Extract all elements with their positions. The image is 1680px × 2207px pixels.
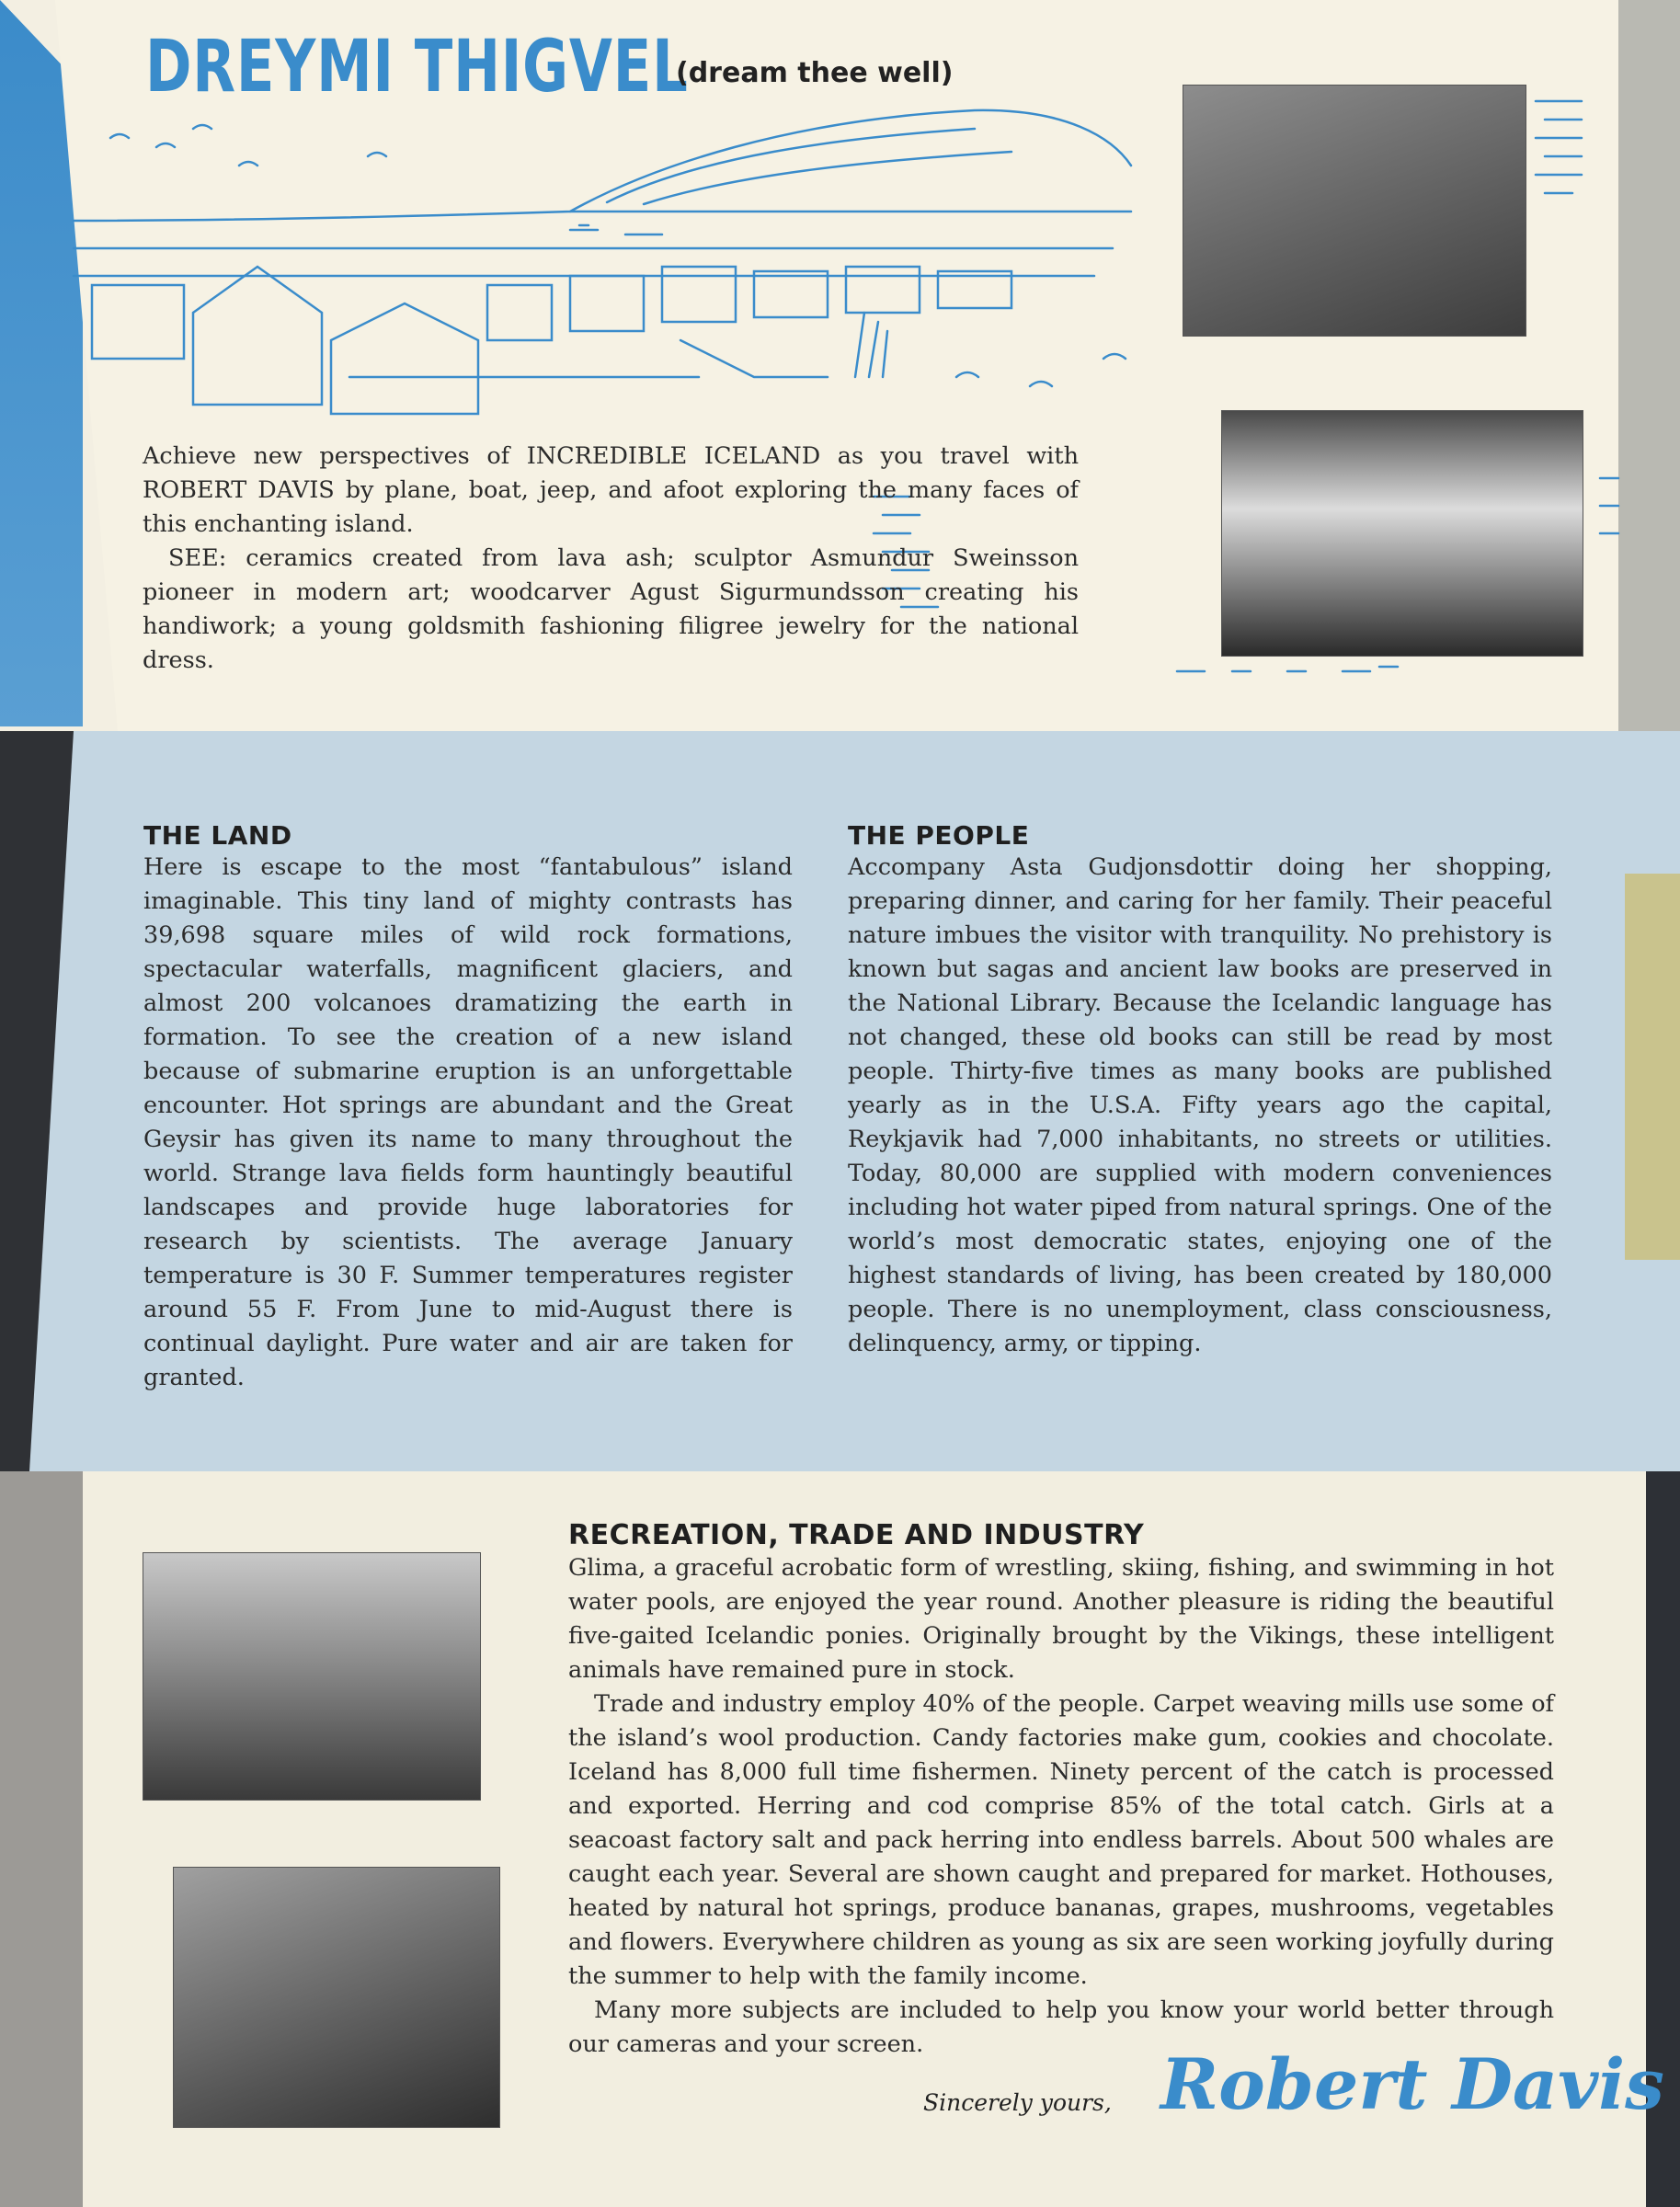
page-title: DREYMI THIGVEL	[145, 26, 689, 109]
closing-salutation: Sincerely yours,	[923, 2089, 1112, 2116]
people-heading: THE PEOPLE	[848, 820, 1030, 851]
page-subtitle: (dream thee well)	[676, 57, 954, 89]
recreation-heading: RECREATION, TRADE AND INDUSTRY	[568, 1519, 1145, 1551]
photo-herring-factory	[173, 1867, 500, 2128]
signature: Robert Davis	[1160, 2043, 1664, 2125]
recreation-paragraph-3: Many more subjects are included to help you know your world better through our cameras and your screen.	[568, 1996, 1554, 2058]
land-heading: THE LAND	[143, 820, 292, 851]
middle-right-strip	[1625, 874, 1680, 1260]
recreation-section	[568, 1519, 1554, 2062]
land-text: Here is escape to the most “fantabulous” island imaginable. This tiny land of mighty contrasts has 39,698 square miles of wild rock formations, spectacular waterfalls, magnificent glaciers, and almost 200 volcanoes dramatizing the earth in formation. To see the creation of a new island because of submarine eruption is an unforgettable encounter. Hot springs are abundant and the Great Geysir has given its name to many throughout the world. Strange lava fields form hauntingly beautiful landscapes and provide huge laboratories for research by scientists. The average January temperature is 30 F. Summer temperatures register around 55 F. From June to mid-August there is continual daylight. Pure water and air are taken for granted.	[143, 853, 793, 1391]
recreation-paragraph-1: Glima, a graceful acrobatic form of wrestling, skiing, fishing, and swimming in hot water pools, are enjoyed the year round. Another pleasure is riding the beautiful five-gaited Icelandic ponies. Originally brought by the Vikings, these intelligent animals have remained pure in stock.	[568, 1554, 1554, 1684]
recreation-paragraph-2: Trade and industry employ 40% of the people. Carpet weaving mills use some of the island’s wool production. Candy factories make gum, cookies and chocolate. Iceland has 8,000 full time fishermen. Ninety percent of the catch is processed and exported. Herring and cod comprise 85% of the total catch. Girls at a seacoast factory salt and pack herring into endless barrels. About 500 whales are caught each year. Several are shown caught and prepared for market. Hothouses, heated by natural hot springs, produce bananas, grapes, mushrooms, vegetables and flowers. Everywhere children as young as six are seen working joyfully during the summer to help with the family income.	[568, 1690, 1554, 1990]
land-section	[143, 820, 793, 1395]
intro-paragraph-2: SEE: ceramics created from lava ash; sculptor Asmundur Sweinsson pioneer in modern art; woodcarver Agust Sigurmundsson creating his handiwork; a young goldsmith fashioning filigree jewelry for the national dress.	[143, 544, 1079, 674]
people-section	[848, 820, 1552, 1361]
photo-lakeshore	[143, 1552, 481, 1801]
people-text: Accompany Asta Gudjonsdottir doing her shopping, preparing dinner, and caring for her family. Their peaceful nature imbues the visitor with tranquility. No prehistory is known but sagas and ancient law books are preserved in the National Library. Because the Icelandic language has not changed, these old books can still be read by most people. Thirty-five times as many books are published yearly as in the U.S.A. Fifty years ago the capital, Reykjavik had 7,000 inhabitants, no streets or utilities. Today, 80,000 are supplied with modern conveniences including hot water piped from natural springs. One of the world’s most democratic states, enjoying one of the highest standards of living, has been created by 180,000 people. There is no unemployment, class consciousness, delinquency, army, or tipping.	[848, 853, 1552, 1357]
intro-text	[143, 440, 1079, 678]
intro-paragraph-1: Achieve new perspectives of INCREDIBLE ICELAND as you travel with ROBERT DAVIS by plane, boat, jeep, and afoot exploring the many faces of this enchanting island.	[143, 442, 1079, 538]
